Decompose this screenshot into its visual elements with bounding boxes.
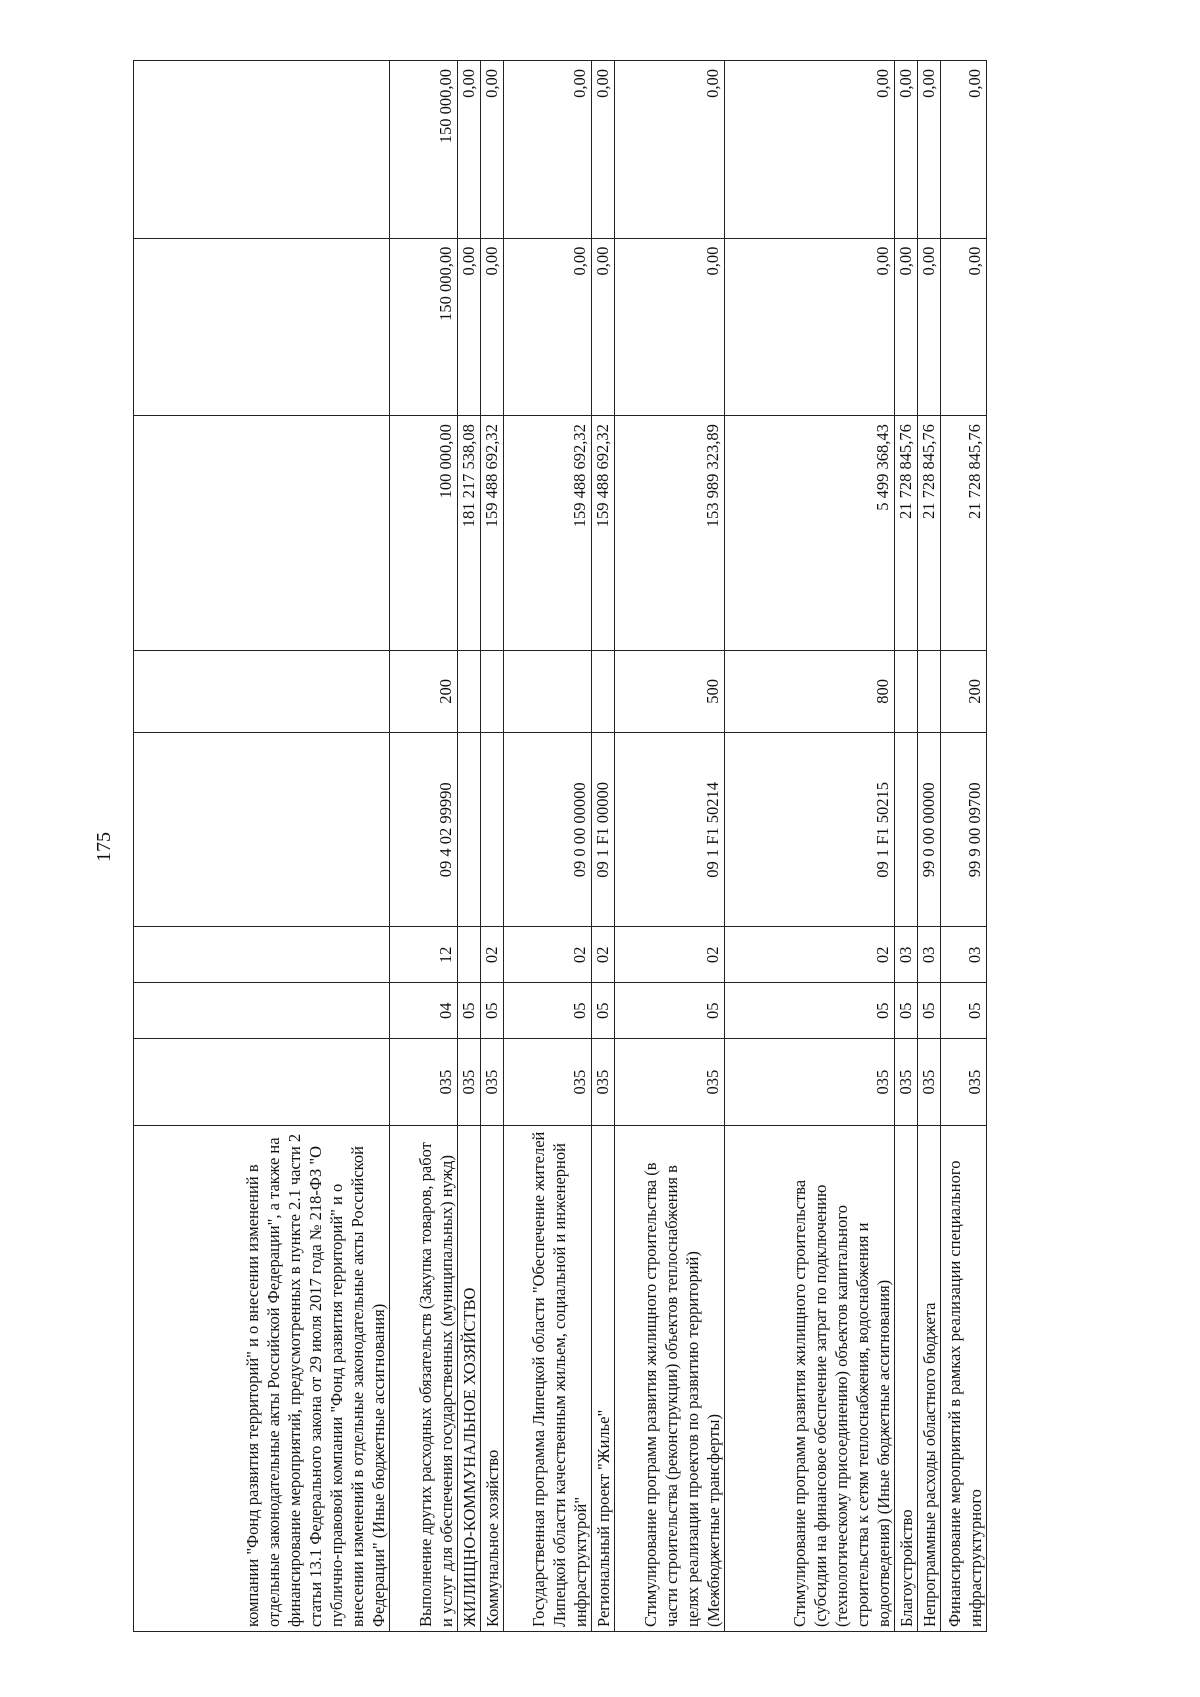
row-name: Стимулирование программ развития жилищного строительства (субсидии на финансовое обеспечение затрат по подключению (технологическому присоединению) объектов капитального строительства к сетям теплоснабжения, водоснабжения и водоотведения) (Иные бюджетные ассигнования) xyxy=(725,1126,895,1632)
table-row xyxy=(504,61,592,1632)
row-value-2: 150 000,00 xyxy=(390,238,458,416)
row-pr xyxy=(458,927,481,983)
row-rz: 05 xyxy=(918,983,941,1039)
row-rz: 05 xyxy=(941,983,987,1039)
row-vr xyxy=(134,650,390,733)
table-row xyxy=(918,61,941,1632)
row-vr xyxy=(458,650,481,733)
row-rz: 05 xyxy=(725,983,895,1039)
row-value-3: 150 000,00 xyxy=(390,61,458,239)
row-gr: 035 xyxy=(895,1039,918,1126)
table-row xyxy=(615,61,725,1632)
row-gr: 035 xyxy=(481,1039,504,1126)
row-rz xyxy=(134,983,390,1039)
row-vr xyxy=(592,650,615,733)
table-row xyxy=(725,61,895,1632)
row-csr: 09 0 00 00000 xyxy=(504,733,592,927)
row-value-1 xyxy=(134,416,390,650)
table-row xyxy=(895,61,918,1632)
table-row xyxy=(481,61,504,1632)
row-gr: 035 xyxy=(918,1039,941,1126)
table-row xyxy=(134,61,390,1632)
row-pr: 03 xyxy=(895,927,918,983)
row-pr: 02 xyxy=(481,927,504,983)
row-value-3: 0,00 xyxy=(941,61,987,239)
row-csr: 99 0 00 00000 xyxy=(918,733,941,927)
row-value-3: 0,00 xyxy=(504,61,592,239)
row-value-3: 0,00 xyxy=(918,61,941,239)
row-csr xyxy=(134,733,390,927)
row-rz: 05 xyxy=(592,983,615,1039)
row-name: Выполнение других расходных обязательств (Закупка товаров, работ и услуг для обеспечения государственных (муниципальных) нужд) xyxy=(390,1126,458,1632)
row-rz: 05 xyxy=(481,983,504,1039)
row-pr: 03 xyxy=(918,927,941,983)
row-csr: 09 1 F1 50214 xyxy=(615,733,725,927)
row-value-3 xyxy=(134,61,390,239)
row-pr: 03 xyxy=(941,927,987,983)
row-gr: 035 xyxy=(941,1039,987,1126)
row-value-1: 21 728 845,76 xyxy=(941,416,987,650)
row-value-2 xyxy=(134,238,390,416)
row-rz: 05 xyxy=(504,983,592,1039)
row-rz: 05 xyxy=(615,983,725,1039)
page-number: 175 xyxy=(93,832,115,862)
row-vr: 500 xyxy=(615,650,725,733)
row-vr: 200 xyxy=(390,650,458,733)
row-csr xyxy=(458,733,481,927)
row-vr xyxy=(895,650,918,733)
row-pr: 02 xyxy=(504,927,592,983)
row-rz: 05 xyxy=(458,983,481,1039)
row-name: компании "Фонд развития территорий" и о внесении изменений в отдельные законодательные акты Российской Федерации", а также на финансирование мероприятий, предусмотренных в пункте 2.1 части 2 статьи 13.1 Федерального закона от 29 июля 2017 года № 218-ФЗ "О публично-правовой компании "Фонд развития территорий" и о внесении изменений в отдельные законодательные акты Российской Федерации" (Иные бюджетные ассигнования) xyxy=(134,1126,390,1632)
row-csr xyxy=(895,733,918,927)
row-value-1: 21 728 845,76 xyxy=(895,416,918,650)
row-gr: 035 xyxy=(390,1039,458,1126)
row-pr: 12 xyxy=(390,927,458,983)
row-value-3: 0,00 xyxy=(458,61,481,239)
row-pr: 02 xyxy=(592,927,615,983)
row-vr xyxy=(481,650,504,733)
row-pr: 02 xyxy=(615,927,725,983)
row-name: Благоустройство xyxy=(895,1126,918,1632)
row-value-1: 100 000,00 xyxy=(390,416,458,650)
row-name: Финансирование мероприятий в рамках реализации специального инфраструктурного xyxy=(941,1126,987,1632)
row-rz: 04 xyxy=(390,983,458,1039)
row-value-1: 159 488 692,32 xyxy=(481,416,504,650)
row-pr: 02 xyxy=(725,927,895,983)
row-name: Региональный проект "Жилье" xyxy=(592,1126,615,1632)
row-gr xyxy=(134,1039,390,1126)
row-name: Государственная программа Липецкой области "Обеспечение жителей Липецкой области качественным жильем, социальной и инженерной инфраструктурой" xyxy=(504,1126,592,1632)
row-csr: 09 1 F1 00000 xyxy=(592,733,615,927)
row-gr: 035 xyxy=(504,1039,592,1126)
row-csr: 09 1 F1 50215 xyxy=(725,733,895,927)
row-pr xyxy=(134,927,390,983)
row-vr: 800 xyxy=(725,650,895,733)
table-row xyxy=(592,61,615,1632)
row-name: ЖИЛИЩНО-КОММУНАЛЬНОЕ ХОЗЯЙСТВО xyxy=(458,1126,481,1632)
row-value-2: 0,00 xyxy=(941,238,987,416)
budget-table-rotated xyxy=(133,60,1093,1632)
row-value-1: 159 488 692,32 xyxy=(592,416,615,650)
row-value-2: 0,00 xyxy=(504,238,592,416)
row-name: Непрограммные расходы областного бюджета xyxy=(918,1126,941,1632)
row-value-2: 0,00 xyxy=(918,238,941,416)
row-value-3: 0,00 xyxy=(481,61,504,239)
row-value-1: 5 499 368,43 xyxy=(725,416,895,650)
table-row xyxy=(941,61,987,1632)
row-value-3: 0,00 xyxy=(725,61,895,239)
row-value-1: 159 488 692,32 xyxy=(504,416,592,650)
row-gr: 035 xyxy=(592,1039,615,1126)
row-value-2: 0,00 xyxy=(592,238,615,416)
row-value-2: 0,00 xyxy=(615,238,725,416)
row-vr xyxy=(504,650,592,733)
row-name: Коммунальное хозяйство xyxy=(481,1126,504,1632)
row-csr: 09 4 02 99990 xyxy=(390,733,458,927)
row-vr: 200 xyxy=(941,650,987,733)
row-value-1: 21 728 845,76 xyxy=(918,416,941,650)
row-name: Стимулирование программ развития жилищного строительства (в части строительства (реконструкции) объектов теплоснабжения в целях реализации проектов по развитию территорий) (Межбюджетные трансферты) xyxy=(615,1126,725,1632)
row-csr: 99 9 00 09700 xyxy=(941,733,987,927)
row-value-1: 153 989 323,89 xyxy=(615,416,725,650)
row-gr: 035 xyxy=(725,1039,895,1126)
row-vr xyxy=(918,650,941,733)
row-gr: 035 xyxy=(615,1039,725,1126)
budget-table xyxy=(133,60,987,1632)
row-value-2: 0,00 xyxy=(481,238,504,416)
row-value-2: 0,00 xyxy=(895,238,918,416)
row-value-3: 0,00 xyxy=(592,61,615,239)
table-row xyxy=(458,61,481,1632)
row-csr xyxy=(481,733,504,927)
table-row xyxy=(390,61,458,1632)
row-value-2: 0,00 xyxy=(725,238,895,416)
row-value-3: 0,00 xyxy=(895,61,918,239)
row-value-1: 181 217 538,08 xyxy=(458,416,481,650)
row-gr: 035 xyxy=(458,1039,481,1126)
row-value-2: 0,00 xyxy=(458,238,481,416)
row-rz: 05 xyxy=(895,983,918,1039)
row-value-3: 0,00 xyxy=(615,61,725,239)
